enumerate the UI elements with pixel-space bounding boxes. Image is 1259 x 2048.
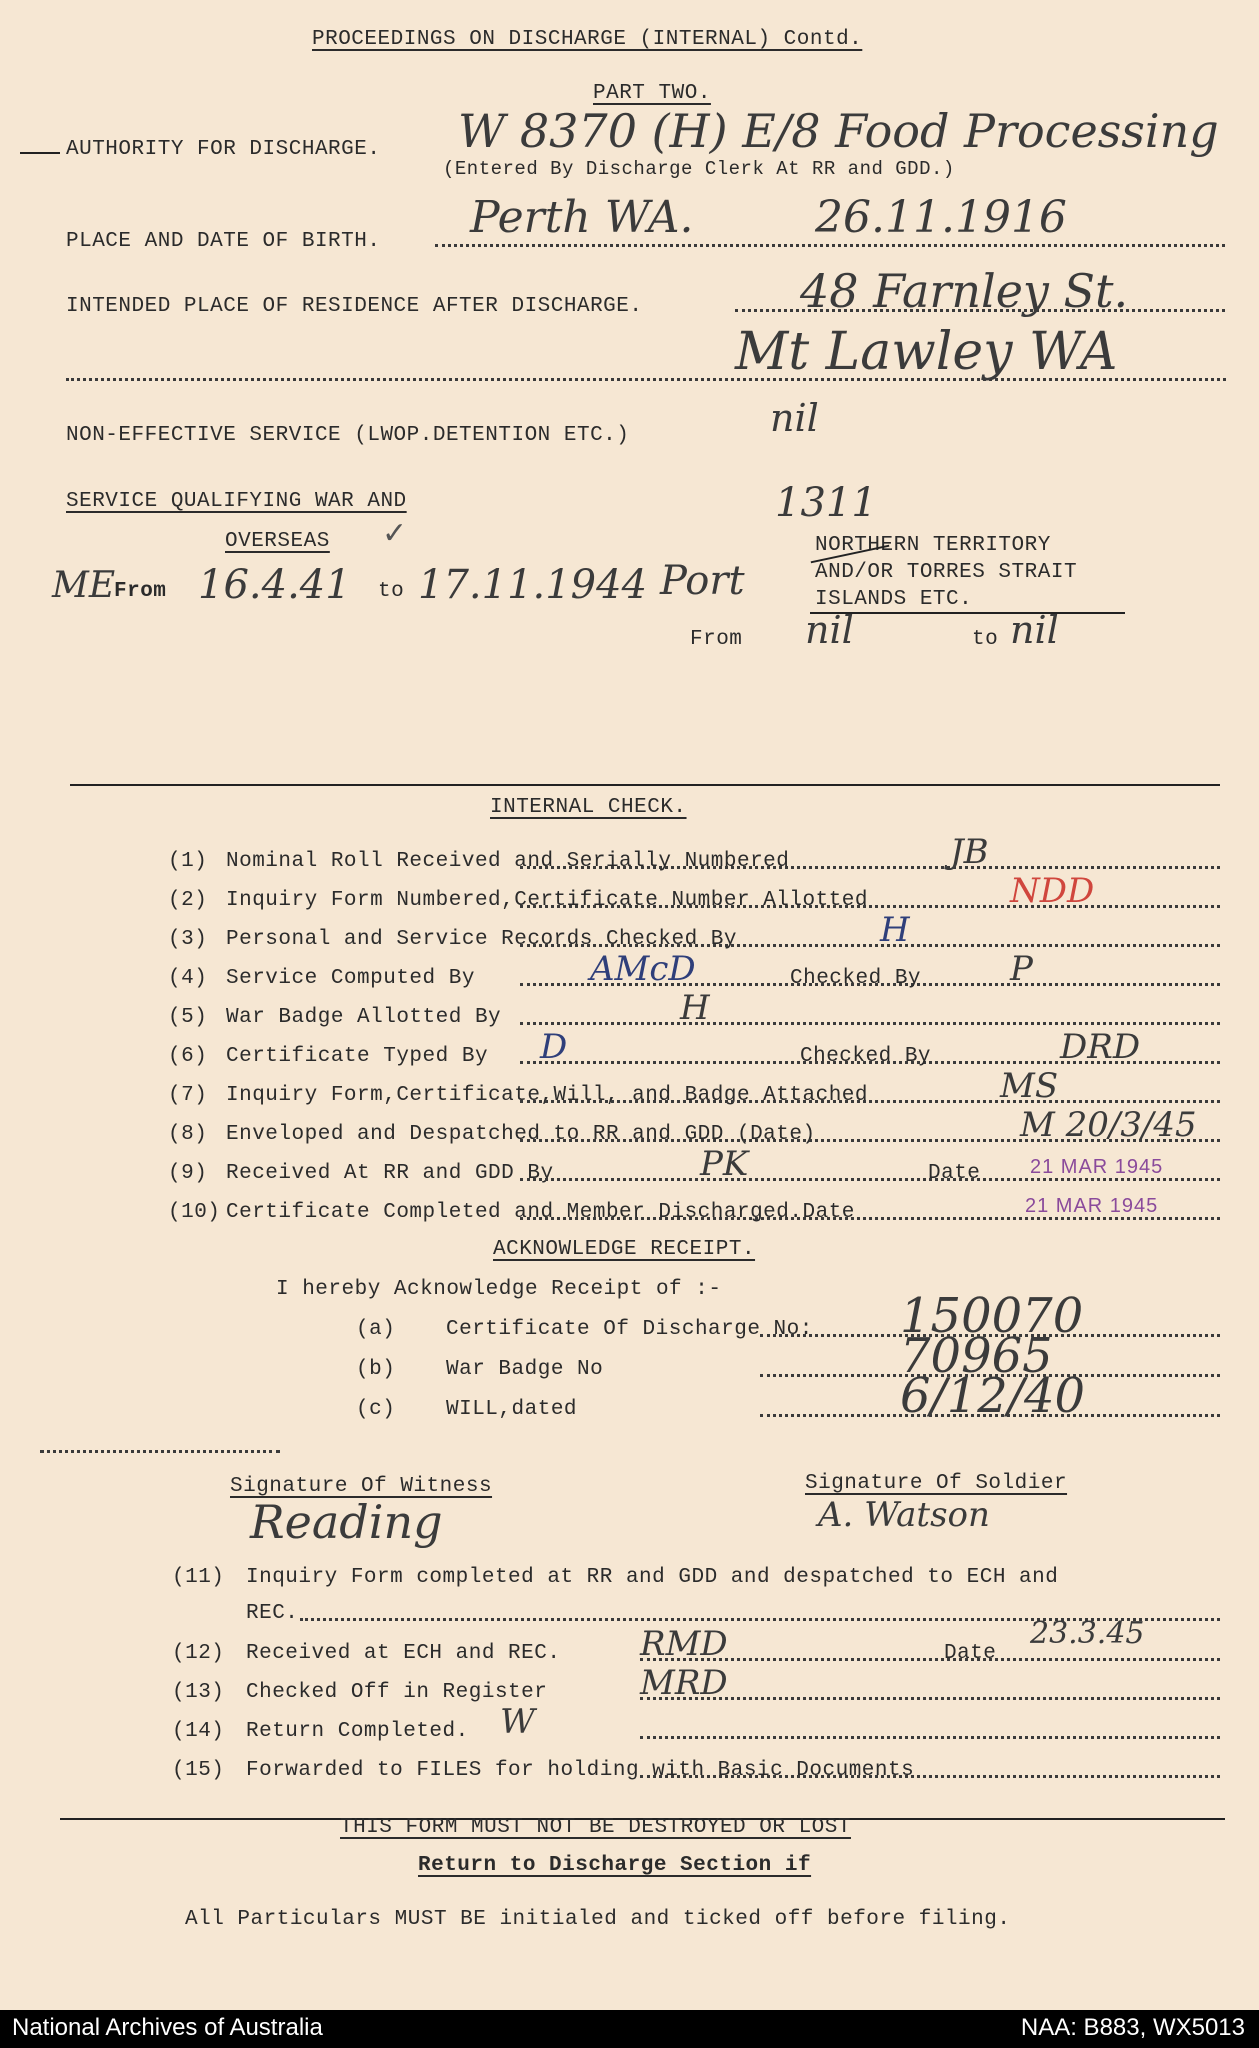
- noneffective-label: NON-EFFECTIVE SERVICE (LWOP.DETENTION ETC.): [66, 424, 630, 447]
- ech-item-text: Inquiry Form completed at RR and GDD and despatched to ECH and: [246, 1566, 1059, 1589]
- return-note: Return to Discharge Section if: [418, 1854, 812, 1877]
- check-item-number: (8): [168, 1123, 208, 1146]
- residence-line-2: Mt Lawley WA: [735, 322, 1118, 382]
- part-label: PART TWO.: [593, 82, 711, 105]
- check-item-initial: H: [680, 988, 710, 1028]
- ack-letter: (a): [356, 1318, 396, 1341]
- internal-check-title: INTERNAL CHECK.: [490, 796, 687, 819]
- ech-date-label: Date: [944, 1642, 997, 1665]
- check-item-text: Certificate Completed and Member Discharged.Date: [226, 1201, 855, 1224]
- ack-letter: (c): [356, 1398, 396, 1421]
- nt-underline: [810, 612, 1125, 614]
- check-item-initial-2: DRD: [1060, 1027, 1141, 1067]
- ack-label: Certificate Of Discharge No:: [446, 1318, 813, 1341]
- check-item-text: War Badge Allotted By: [226, 1006, 502, 1029]
- overseas-note: Port: [660, 558, 745, 604]
- ech-date: 23.3.45: [1030, 1616, 1145, 1651]
- residence-label: INTENDED PLACE OF RESIDENCE AFTER DISCHARGE.: [66, 295, 643, 318]
- check-item-text-2: Date: [928, 1162, 981, 1185]
- ech-item-text: Received at ECH and REC.: [246, 1642, 561, 1665]
- form-header: PROCEEDINGS ON DISCHARGE (INTERNAL) Contd.: [312, 28, 863, 51]
- check-item-initial: NDD: [1010, 871, 1095, 911]
- warning-text: THIS FORM MUST NOT BE DESTROYED OR LOST: [340, 1816, 851, 1839]
- nt-label-1: NORTHERN TERRITORY: [815, 534, 1051, 557]
- ech-initial: RMD: [640, 1624, 728, 1664]
- check-item-dotted-line: [520, 905, 1220, 908]
- authority-label: AUTHORITY FOR DISCHARGE.: [66, 138, 381, 161]
- date-stamp: 21 MAR 1945: [1030, 1156, 1164, 1178]
- check-item-number: (7): [168, 1084, 208, 1107]
- overseas-from: 16.4.41: [198, 562, 351, 608]
- ack-label: War Badge No: [446, 1358, 604, 1381]
- ack-value: 70965: [900, 1328, 1053, 1384]
- check-item-text: Inquiry Form,Certificate,Will, and Badge Attached: [226, 1084, 869, 1107]
- birth-place: Perth WA.: [470, 192, 694, 243]
- qualifying-label: SERVICE QUALIFYING WAR AND: [66, 490, 407, 513]
- check-item-number: (10): [168, 1201, 221, 1224]
- birth-date: 26.11.1916: [815, 192, 1067, 243]
- acknowledge-intro: I hereby Acknowledge Receipt of :-: [276, 1278, 722, 1301]
- ech-dotted-line: [640, 1775, 1220, 1778]
- residence-line-1: 48 Farnley St.: [800, 264, 1129, 318]
- nt-label-3: ISLANDS ETC.: [815, 588, 973, 611]
- check-item-initial: M 20/3/45: [1020, 1105, 1197, 1145]
- nt-to-label: to: [972, 628, 999, 651]
- ech-item-number: (11): [172, 1566, 225, 1589]
- check-item-text: Enveloped and Despatched to RR and GDD (Date): [226, 1123, 816, 1146]
- check-item-initial: D: [540, 1027, 568, 1067]
- ech-item-text: Return Completed.: [246, 1720, 469, 1743]
- ech-item-number: (15): [172, 1759, 225, 1782]
- margin-dash: [20, 152, 60, 154]
- check-item-dotted-line: [520, 944, 1220, 947]
- authority-note: (Entered By Discharge Clerk At RR and GDD.): [443, 158, 955, 180]
- ech-item-number: (13): [172, 1681, 225, 1704]
- ack-value: 6/12/40: [900, 1368, 1086, 1424]
- nt-to: nil: [1010, 608, 1059, 652]
- ech-initial: W: [500, 1702, 535, 1742]
- check-item-text: Nominal Roll Received and Serially Numbered: [226, 850, 790, 873]
- check-item-text: Personal and Service Records Checked By: [226, 928, 737, 951]
- check-item-text-2: Checked By: [800, 1045, 932, 1068]
- date-stamp: 21 MAR 1945: [1025, 1195, 1159, 1217]
- nt-label-2: AND/OR TORRES STRAIT: [815, 561, 1078, 584]
- ech-initial: MRD: [640, 1663, 728, 1703]
- witness-signature: Reading: [250, 1495, 443, 1549]
- overseas-to: 17.11.1944: [418, 562, 648, 608]
- from-label: From: [114, 580, 167, 603]
- margin-dotted-line: [40, 1450, 280, 1453]
- check-item-dotted-line: [520, 1022, 1220, 1025]
- soldier-signature: A. Watson: [818, 1495, 990, 1535]
- check-item-initial: AMcD: [590, 949, 696, 989]
- check-item-initial: H: [880, 910, 910, 950]
- check-item-initial: MS: [1000, 1066, 1059, 1106]
- birth-label: PLACE AND DATE OF BIRTH.: [66, 230, 381, 253]
- ack-letter: (b): [356, 1358, 396, 1381]
- witness-label: Signature Of Witness: [230, 1475, 493, 1498]
- footer-right: NAA: B883, WX5013: [1020, 2014, 1245, 2041]
- check-item-number: (1): [168, 850, 208, 873]
- check-item-dotted-line: [520, 866, 1220, 869]
- ech-item-text: Checked Off in Register: [246, 1681, 548, 1704]
- check-item-text: Inquiry Form Numbered,Certificate Number Allotted: [226, 889, 869, 912]
- acknowledge-title: ACKNOWLEDGE RECEIPT.: [493, 1238, 756, 1261]
- check-item-number: (9): [168, 1162, 208, 1185]
- check-item-text: Received At RR and GDD By: [226, 1162, 554, 1185]
- check-item-number: (4): [168, 967, 208, 990]
- check-item-initial: JB: [950, 832, 989, 872]
- check-item-text-2: Checked By: [790, 967, 922, 990]
- final-note: All Particulars MUST BE initialed and ticked off before filing.: [185, 1908, 1011, 1931]
- ack-value: 150070: [900, 1288, 1084, 1344]
- check-item-number: (5): [168, 1006, 208, 1029]
- nt-from: nil: [805, 608, 854, 652]
- check-item-number: (2): [168, 889, 208, 912]
- ech-dotted-line: [640, 1736, 1220, 1739]
- noneffective-value: nil: [770, 396, 819, 440]
- check-item-number: (6): [168, 1045, 208, 1068]
- check-item-initial: PK: [700, 1144, 749, 1184]
- check-item-text: Certificate Typed By: [226, 1045, 489, 1068]
- check-item-text: Service Computed By: [226, 967, 475, 990]
- ech-item-text: Forwarded to FILES for holding with Basic Documents: [246, 1759, 915, 1782]
- soldier-label: Signature Of Soldier: [805, 1472, 1068, 1495]
- section-divider: [70, 784, 1220, 786]
- tick-mark: ✓: [382, 516, 408, 551]
- overseas-prefix: ME: [52, 565, 116, 606]
- nt-from-label: From: [690, 628, 743, 651]
- authority-value: W 8370 (H) E/8 Food Processing: [458, 104, 1219, 158]
- to-label: to: [378, 580, 405, 603]
- check-item-initial-2: P: [1010, 949, 1033, 989]
- check-item-dotted-line: [520, 1100, 1220, 1103]
- ack-label: WILL,dated: [446, 1398, 578, 1421]
- check-item-number: (3): [168, 928, 208, 951]
- ech-item-text-cont: REC.: [246, 1602, 299, 1625]
- ech-item-number: (12): [172, 1642, 225, 1665]
- days-note: 1311: [775, 480, 877, 526]
- ech-item-number: (14): [172, 1720, 225, 1743]
- birth-dotted-line: [435, 244, 1225, 247]
- overseas-label: OVERSEAS: [225, 530, 330, 553]
- footer-left: National Archives of Australia: [12, 2014, 323, 2041]
